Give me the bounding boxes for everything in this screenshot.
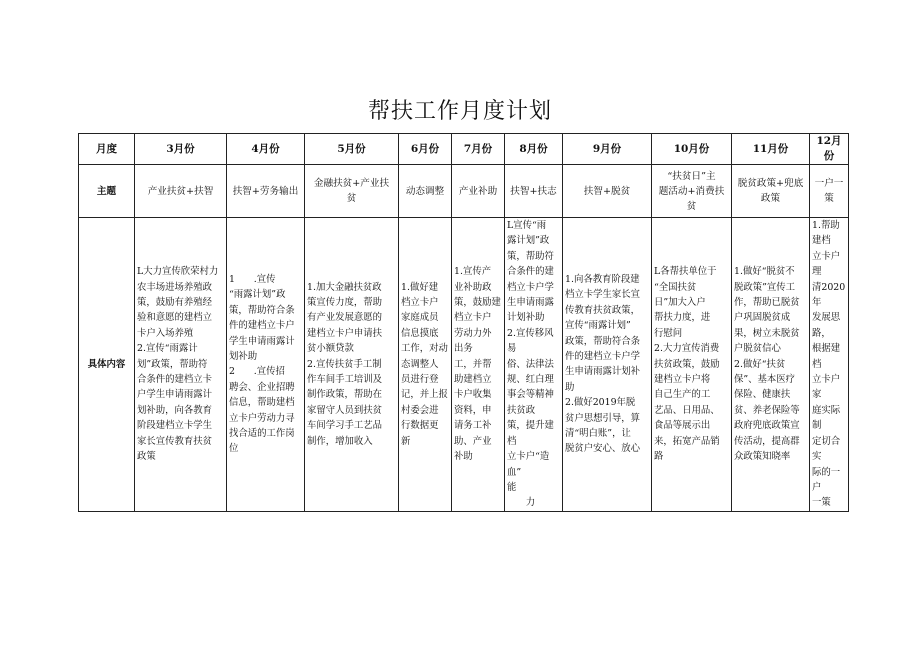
- content-cell-6: 1.做好建 档立卡户 家庭成员 信息摸底 工作，对动 态调整人 员进行登 记，并上报 村委会进 行数据更 新: [399, 218, 452, 512]
- theme-cell-4: 扶智+劳务输出: [227, 165, 305, 218]
- month-row-label: 月度: [79, 134, 135, 165]
- content-cell-7: 1.宣传产 业补助政 策，鼓励建 档立卡户 劳动力外 出务 工，并帮 助建档立 卡户收集 资料，申 请务工补 助、产业 补助: [452, 218, 505, 512]
- month-header-5: 5月份: [305, 134, 399, 165]
- month-header-4: 4月份: [227, 134, 305, 165]
- monthly-plan-table: [78, 133, 849, 512]
- theme-cell-9: 扶智+脱贫: [563, 165, 652, 218]
- theme-cell-7: 产业补助: [452, 165, 505, 218]
- content-cell-4: 1 .宣传 “雨露计划”政 策，帮助符合条 件的建档立卡户 学生申请雨露计 划补助 2 .宣传招 聘会、企业招聘 信息，帮助建档 立卡户劳动力寻 找合适的工作岗 位: [227, 218, 305, 512]
- theme-cell-5: 金融扶贫+产业扶 贫: [305, 165, 399, 218]
- theme-cell-12: 一户一策: [810, 165, 849, 218]
- month-header-3: 3月份: [135, 134, 227, 165]
- content-cell-3: L大力宣传欣荣村力 农丰场进场养殖政 策，鼓励有养殖经 验和意愿的建档立 卡户入场养殖 2.宣传“雨露计 划”政策，帮助符 合条件的建档立卡 户学生申请雨露计 划补助，向各教育 阶段建档立卡学生 家长宣传教育扶贫 政策: [135, 218, 227, 512]
- month-header-12: 12月份: [810, 134, 849, 165]
- page-title: 帮扶工作月度计划: [367, 99, 552, 124]
- month-header-10: 10月份: [652, 134, 732, 165]
- theme-cell-10: “扶贫日”主 题活动+消费扶 贫: [652, 165, 732, 218]
- month-header-row: [79, 134, 849, 165]
- content-cell-12: 1.帮助建档 立卡户理 清2020年 发展思路， 根据建档 立卡户家 庭实际制 定切合实 际的一户 一策: [810, 218, 849, 512]
- month-header-8: 8月份: [505, 134, 563, 165]
- content-cell-5: 1.加大金融扶贫政 策宣传力度，帮助 有产业发展意愿的 建档立卡户申请扶 贫小额贷款 2.宣传扶贫手工制 作车间手工培训及 制作政策，帮助在 家留守人员到扶贫 车间学习手工艺品 制作，增加收入: [305, 218, 399, 512]
- month-header-11: 11月份: [732, 134, 810, 165]
- theme-cell-8: 扶智+扶志: [505, 165, 563, 218]
- content-cell-8: L宣传“雨 露计划”政 策，帮助符 合条件的建 档立卡户学 生申请雨露 计划补助 2.宣传移风易 俗、法律法 规、红白理 事会等精神 扶贫政 策，提升建档 立卡户“造血” 能 力: [505, 218, 563, 512]
- month-header-7: 7月份: [452, 134, 505, 165]
- theme-row-label: 主题: [79, 165, 135, 218]
- content-cell-9: 1.向各教育阶段建 档立卡学生家长宣 传教育扶贫政策， 宣传“雨露计划” 政策，帮助符合条 件的建档立卡户学 生申请雨露计划补 助 2.做好2019年脱 贫户思想引导，算 清“明白账”，让 脱贫户安心、放心: [563, 218, 652, 512]
- content-cell-11: 1.做好“脱贫不 脱政策”宣传工 作，帮助已脱贫 户巩固脱贫成 果，树立未脱贫 户脱贫信心 2.做好“扶贫 保”、基本医疗 保险、健康扶 贫、养老保险等 政府兜底政策宣 传活动，提高群 众政策知晓率: [732, 218, 810, 512]
- month-header-6: 6月份: [399, 134, 452, 165]
- content-row: [79, 218, 849, 512]
- theme-cell-6: 动态调整: [399, 165, 452, 218]
- theme-cell-11: 脱贫政策+兜底 政策: [732, 165, 810, 218]
- content-row-label: 具体内容: [79, 218, 135, 512]
- theme-cell-3: 产业扶贫+扶智: [135, 165, 227, 218]
- month-header-9: 9月份: [563, 134, 652, 165]
- theme-row: [79, 165, 849, 218]
- content-cell-10: L各帮扶单位于 “全国扶贫 日”加大入户 帮扶力度，进 行慰问 2.大力宣传消费 扶贫政策，鼓励 建档立卡户将 自己生产的工 艺品、日用品、 食品等展示出 来，拓宽产品销 路: [652, 218, 732, 512]
